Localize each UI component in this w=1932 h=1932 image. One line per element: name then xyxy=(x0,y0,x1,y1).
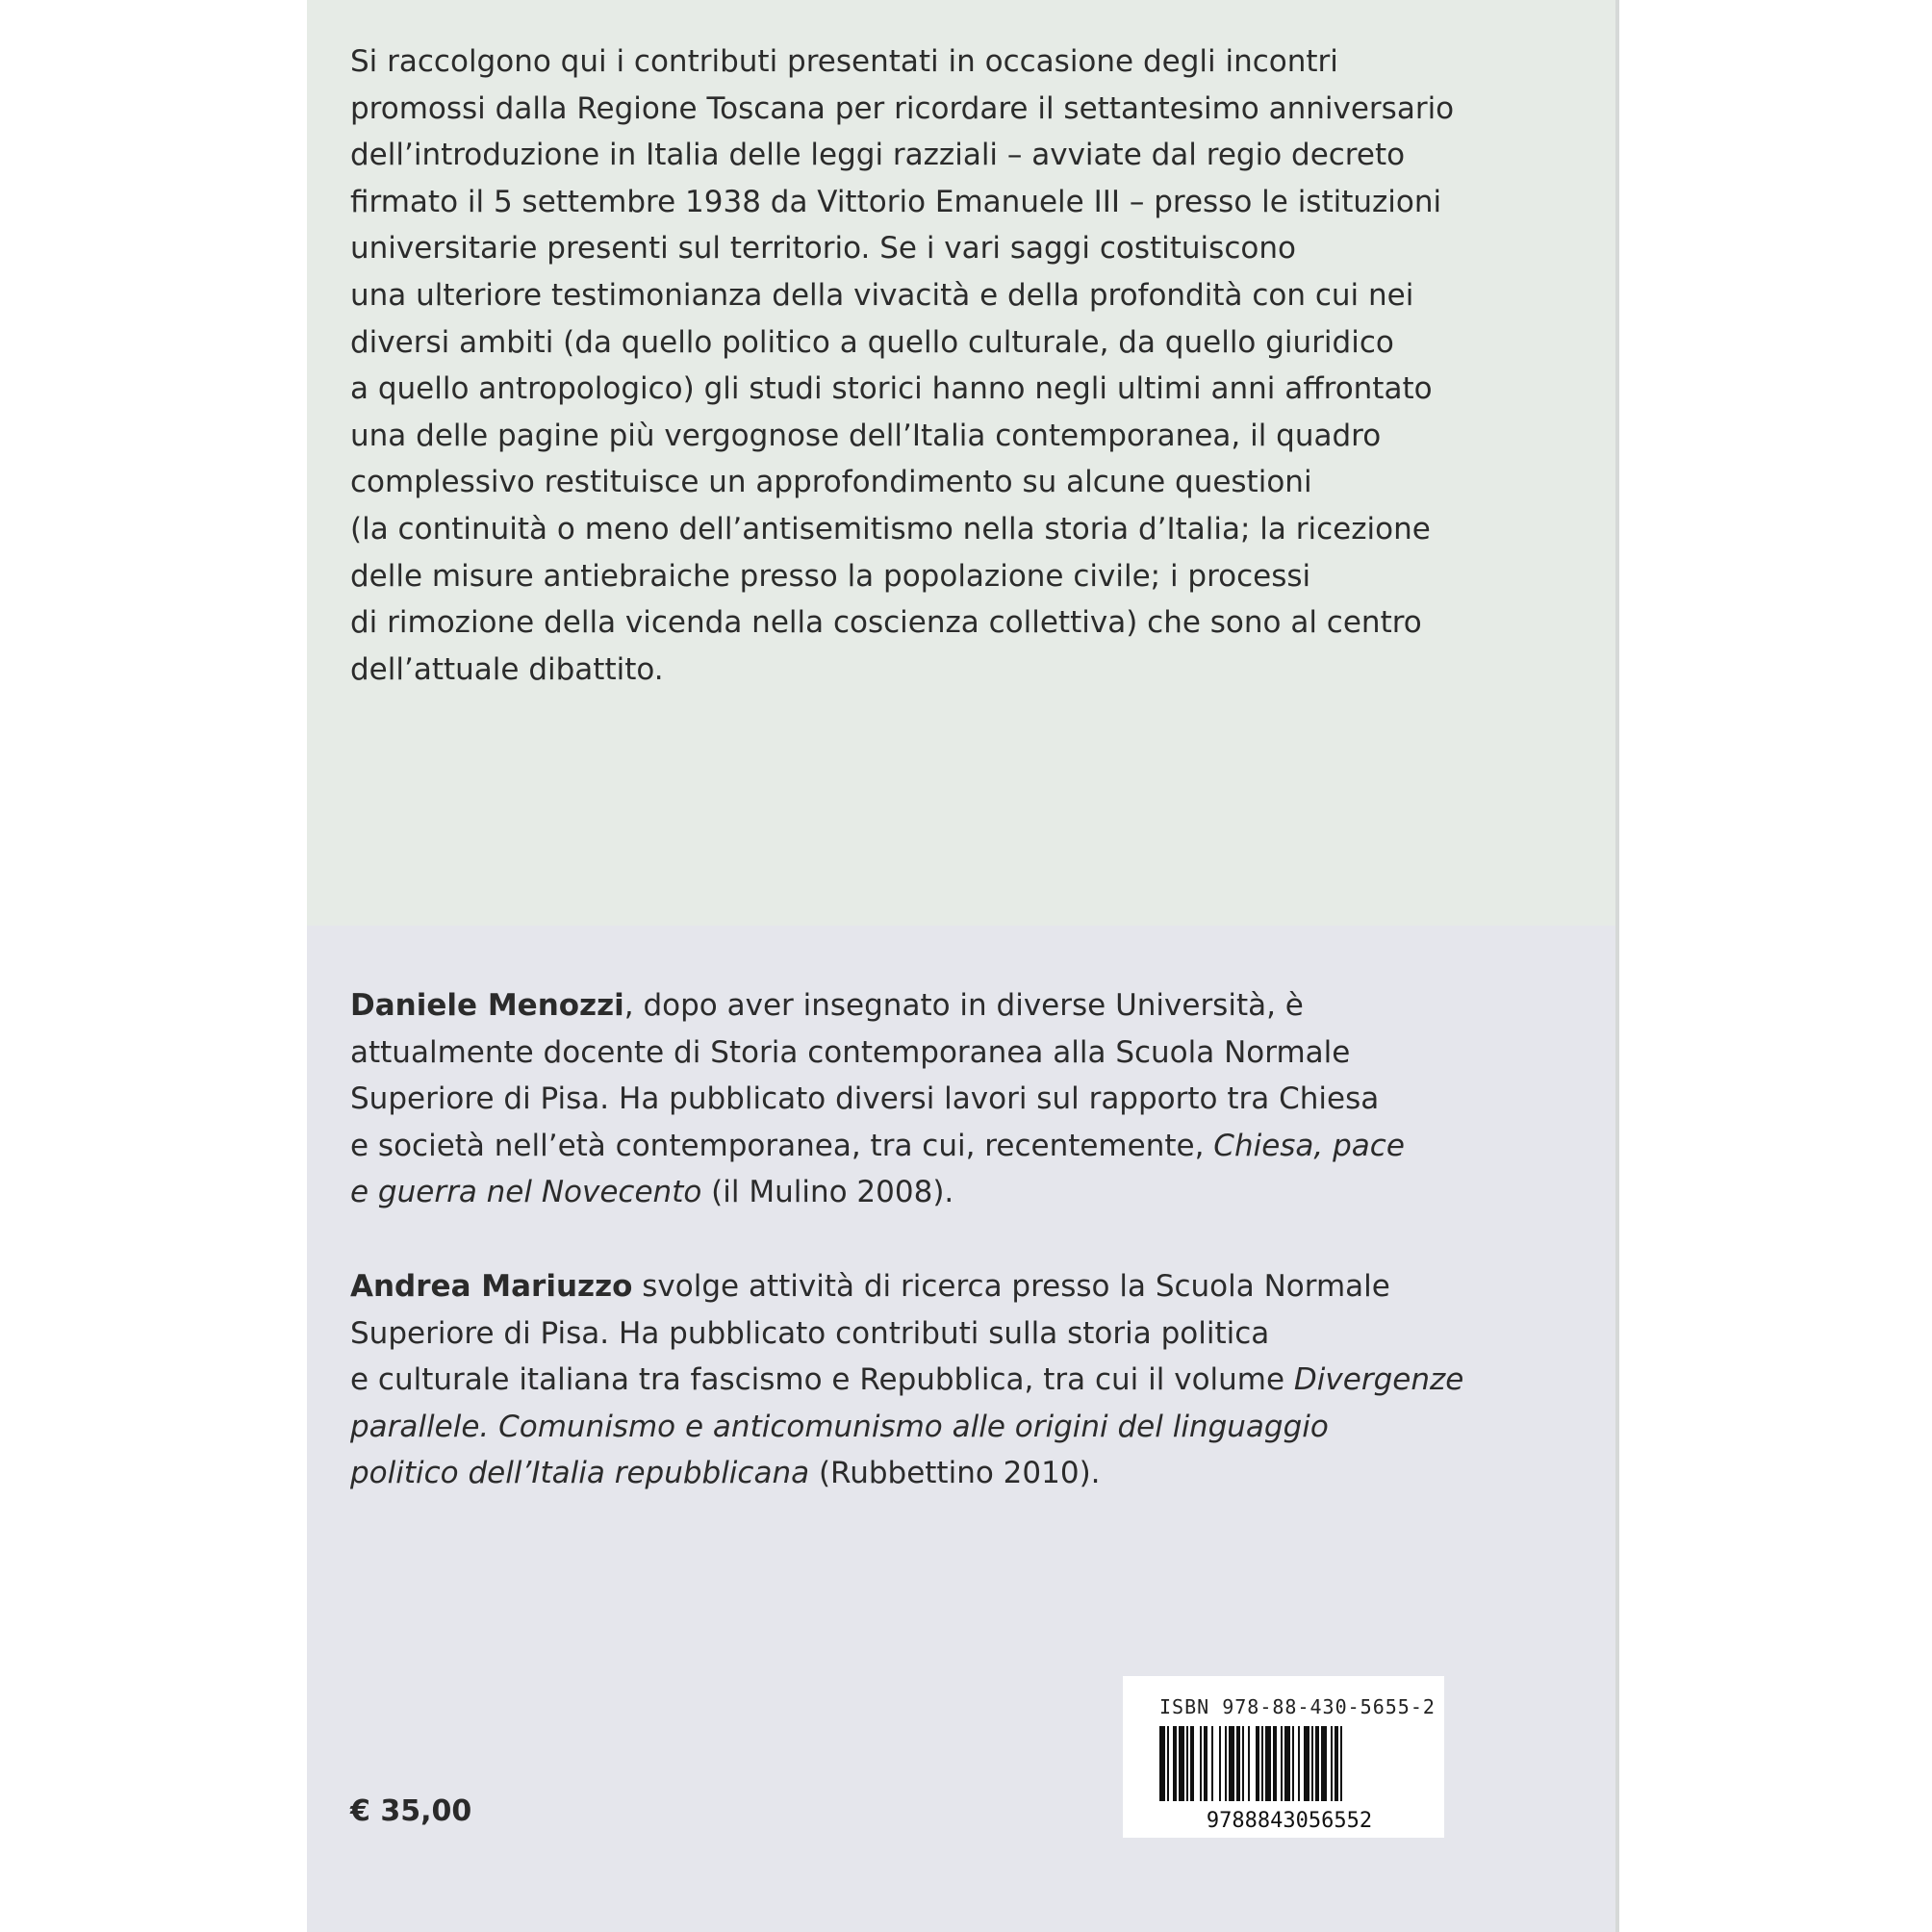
barcode-bar xyxy=(1167,1726,1169,1801)
cover-edge xyxy=(1615,0,1619,1932)
book-abstract xyxy=(350,38,1455,693)
barcode-bar xyxy=(1179,1726,1184,1801)
book-title: e guerra nel Novecento xyxy=(350,1175,702,1210)
barcode-bar xyxy=(1321,1726,1327,1801)
barcode-bar xyxy=(1186,1726,1188,1801)
barcode-bar xyxy=(1190,1726,1194,1801)
barcode-bar xyxy=(1298,1726,1300,1801)
author-bio-mariuzzo xyxy=(350,1263,1464,1497)
barcode-bar xyxy=(1256,1726,1259,1801)
abstract-line: di rimozione della vicenda nella coscienza collettiva) che sono al centro xyxy=(350,605,1422,641)
abstract-line: Si raccolgono qui i contributi presentati in occasione degli incontri xyxy=(350,44,1338,79)
abstract-line: una ulteriore testimonianza della vivacità e della profondità con cui nei xyxy=(350,277,1414,313)
book-back-cover xyxy=(307,0,1619,1932)
book-title: politico dell’Italia repubblicana xyxy=(350,1456,810,1491)
barcode-bar xyxy=(1173,1726,1177,1801)
author-name: Daniele Menozzi xyxy=(350,988,624,1023)
barcode-bar xyxy=(1265,1726,1271,1801)
barcode-bar xyxy=(1311,1726,1313,1801)
bio-line xyxy=(350,1169,1447,1216)
barcode-bar xyxy=(1242,1726,1244,1801)
barcode-digits: 9788843056552 xyxy=(1206,1809,1373,1830)
abstract-line: diversi ambiti (da quello politico a quello culturale, da quello giuridico xyxy=(350,324,1394,360)
abstract-line: delle misure antiebraiche presso la popolazione civile; i processi xyxy=(350,558,1311,594)
barcode-bar xyxy=(1281,1726,1283,1801)
bio-line: Superiore di Pisa. Ha pubblicato contributi sulla storia politica xyxy=(350,1315,1270,1351)
bio-line xyxy=(350,982,1447,1030)
abstract-line: promossi dalla Regione Toscana per ricordare il settantesimo anniversario xyxy=(350,90,1455,126)
author-name: Andrea Mariuzzo xyxy=(350,1269,633,1304)
bio-text: svolge attività di ricerca presso la Scuola Normale xyxy=(632,1269,1390,1304)
barcode-bar xyxy=(1261,1726,1263,1801)
book-title: Divergenze xyxy=(1293,1362,1464,1398)
abstract-line: dell’attuale dibattito. xyxy=(350,651,664,687)
abstract-line: dell’introduzione in Italia delle leggi razziali – avviate dal regio decreto xyxy=(350,138,1406,173)
book-title: Chiesa, pace xyxy=(1213,1128,1405,1163)
bio-line xyxy=(350,1450,1447,1497)
barcode-bar xyxy=(1159,1726,1165,1801)
barcode-bar xyxy=(1284,1726,1290,1801)
abstract-line: a quello antropologico) gli studi storici hanno negli ultimi anni affrontato xyxy=(350,371,1433,407)
barcode-bar xyxy=(1292,1726,1294,1801)
barcode-bar xyxy=(1219,1726,1221,1801)
bio-line: Superiore di Pisa. Ha pubblicato diversi lavori sul rapporto tra Chiesa xyxy=(350,1081,1380,1117)
barcode-bar xyxy=(1248,1726,1250,1801)
barcode-bar xyxy=(1204,1726,1208,1801)
isbn-number: ISBN 978-88-430-5655-2 xyxy=(1159,1695,1436,1718)
bio-line xyxy=(350,1263,1447,1310)
barcode-bar xyxy=(1273,1726,1277,1801)
abstract-line: universitarie presenti sul territorio. Se i vari saggi costituiscono xyxy=(350,231,1296,267)
barcode-icon xyxy=(1150,1724,1429,1830)
bio-text: (Rubbettino 2010). xyxy=(809,1456,1101,1491)
barcode-bar xyxy=(1200,1726,1202,1801)
bio-text: e culturale italiana tra fascismo e Repubblica, tra cui il volume xyxy=(350,1362,1294,1398)
barcode-bar xyxy=(1236,1726,1240,1801)
barcode-bar xyxy=(1331,1726,1333,1801)
barcode-bar xyxy=(1335,1726,1338,1801)
barcode-bar xyxy=(1229,1726,1234,1801)
bio-line: attualmente docente di Storia contemporanea alla Scuola Normale xyxy=(350,1034,1351,1070)
barcode-bar xyxy=(1304,1726,1309,1801)
barcode-bar xyxy=(1211,1726,1213,1801)
author-bio-menozzi xyxy=(350,982,1447,1216)
barcode-bar xyxy=(1225,1726,1227,1801)
isbn-barcode-box xyxy=(1123,1676,1444,1838)
abstract-line: (la continuità o meno dell’antisemitismo nella storia d’Italia; la ricezione xyxy=(350,511,1431,547)
bio-text: , dopo aver insegnato in diverse Università, è xyxy=(623,988,1304,1023)
abstract-line: complessivo restituisce un approfondimento su alcune questioni xyxy=(350,465,1312,500)
bio-line xyxy=(350,1123,1447,1170)
barcode-bar xyxy=(1340,1726,1342,1801)
bio-line xyxy=(350,1357,1464,1404)
bio-text: e società nell’età contemporanea, tra cui, recentemente, xyxy=(350,1128,1214,1163)
bio-line: parallele. Comunismo e anticomunismo alle origini del linguaggio xyxy=(350,1409,1329,1444)
abstract-line: firmato il 5 settembre 1938 da Vittorio Emanuele III – presso le istituzioni xyxy=(350,184,1442,219)
price-label: € 35,00 xyxy=(350,1794,472,1828)
abstract-line: una delle pagine più vergognose dell’Italia contemporanea, il quadro xyxy=(350,418,1382,453)
barcode-bar xyxy=(1315,1726,1319,1801)
bio-text: (il Mulino 2008). xyxy=(701,1175,954,1210)
